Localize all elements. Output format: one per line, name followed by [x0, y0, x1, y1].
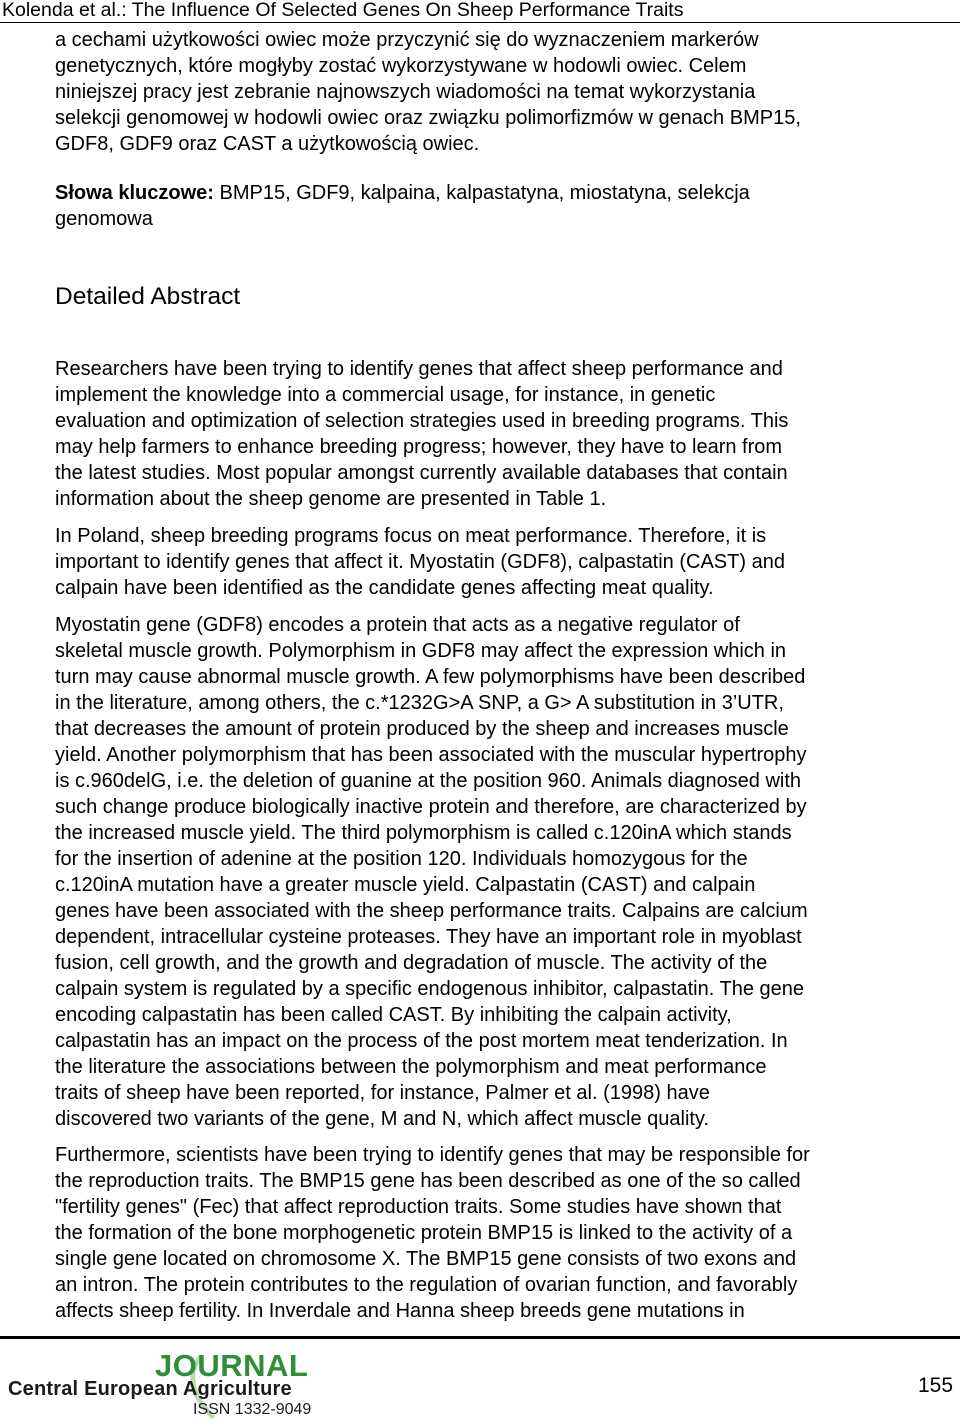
text-line: single gene located on chromosome X. The BMP15 gene consists of two exons and — [55, 1248, 797, 1270]
text-line: such change produce biologically inactive protein and therefore, are characterized by — [55, 796, 807, 818]
text-line: the reproduction traits. The BMP15 gene has been described as one of the so called — [55, 1170, 801, 1192]
text-line: the latest studies. Most popular amongst currently available databases that contain — [55, 462, 788, 484]
text-line: important to identify genes that affect it. Myostatin (GDF8), calpastatin (CAST) and — [55, 551, 785, 573]
section-heading: Detailed Abstract — [55, 283, 241, 310]
text-line: genetycznych, które mogłyby zostać wykorzystywane w hodowli owiec. Celem — [55, 55, 747, 77]
text-line: dependent, intracellular cysteine proteases. They have an important role in myoblast — [55, 926, 802, 948]
text-line: calpain system is regulated by a specific endogenous inhibitor, calpastatin. The gene — [55, 978, 804, 1000]
keywords-label: Słowa kluczowe: — [55, 182, 214, 204]
text-line: affects sheep fertility. In Inverdale and Hanna sheep breeds gene mutations in — [55, 1300, 745, 1322]
header-rule — [0, 22, 960, 23]
journal-issn: ISSN 1332-9049 — [193, 1401, 312, 1418]
text-line: genes have been associated with the sheep performance traits. Calpains are calcium — [55, 900, 808, 922]
text-line: Furthermore, scientists have been trying to identify genes that may be responsible for — [55, 1144, 810, 1166]
paragraph-1 — [55, 356, 915, 512]
text-line: calpastatin has an impact on the process of the post mortem meat tenderization. In — [55, 1030, 788, 1052]
text-line: a cechami użytkowości owiec może przyczynić się do wyznaczeniem markerów — [55, 29, 759, 51]
text-line: the literature the associations between the polymorphism and meat performance — [55, 1056, 767, 1078]
paragraph-3 — [55, 612, 915, 1132]
text-line: the formation of the bone morphogenetic protein BMP15 is linked to the activity of a — [55, 1222, 793, 1244]
text-line: for the insertion of adenine at the position 120. Individuals homozygous for the — [55, 848, 748, 870]
text-line: is c.960delG, i.e. the deletion of guanine at the position 960. Animals diagnosed with — [55, 770, 802, 792]
journal-logo-subtitle: Central European Agriculture — [8, 1378, 292, 1400]
keywords-line — [55, 180, 915, 206]
text-line: discovered two variants of the gene, M and N, which affect muscle quality. — [55, 1108, 710, 1130]
page-number: 155 — [918, 1374, 954, 1397]
text-line: Researchers have been trying to identify genes that affect sheep performance and — [55, 358, 783, 380]
journal-logo-wordmark: JOURNAL — [155, 1348, 309, 1383]
text-line: c.120inA mutation have a greater muscle yield. Calpastatin (CAST) and calpain — [55, 874, 756, 896]
keywords-block — [55, 180, 915, 232]
text-line: the increased muscle yield. The third polymorphism is called c.120inA which stands — [55, 822, 792, 844]
footer-rule — [0, 1336, 960, 1339]
text-line: information about the sheep genome are presented in Table 1. — [55, 488, 607, 510]
text-line: encoding calpastatin has been called CAST. By inhibiting the calpain activity, — [55, 1004, 732, 1026]
text-line: yield. Another polymorphism that has been associated with the muscular hypertrophy — [55, 744, 807, 766]
text-line: fusion, cell growth, and the growth and degradation of muscle. The activity of the — [55, 952, 768, 974]
paragraph-2 — [55, 523, 915, 601]
text-line: turn may cause abnormal muscle growth. A few polymorphisms have been described — [55, 666, 806, 688]
text-line: in the literature, among others, the c.*1232G>A SNP, a G> A substitution in 3’UTR, — [55, 692, 784, 714]
keywords-line-continued: genomowa — [55, 208, 153, 230]
polish-abstract-tail — [55, 27, 915, 157]
paragraph-4 — [55, 1142, 915, 1324]
text-line: implement the knowledge into a commercial usage, for instance, in genetic — [55, 384, 716, 406]
text-line: calpain have been identified as the candidate genes affecting meat quality. — [55, 577, 714, 599]
text-line: selekcji genomowej w hodowli owiec oraz związku polimorfizmów w genach BMP15, — [55, 107, 801, 129]
text-line: In Poland, sheep breeding programs focus on meat performance. Therefore, it is — [55, 525, 767, 547]
text-line: an intron. The protein contributes to the regulation of ovarian function, and favorably — [55, 1274, 798, 1296]
text-line: GDF8, GDF9 oraz CAST a użytkowością owiec. — [55, 133, 480, 155]
text-line: skeletal muscle growth. Polymorphism in GDF8 may affect the expression which in — [55, 640, 787, 662]
text-line: Myostatin gene (GDF8) encodes a protein that acts as a negative regulator of — [55, 614, 740, 636]
text-line: that decreases the amount of protein produced by the sheep and increases muscle — [55, 718, 789, 740]
text-line: "fertility genes" (Fec) that affect reproduction traits. Some studies have shown that — [55, 1196, 782, 1218]
running-header: Kolenda et al.: The Influence Of Selected Genes On Sheep Performance Traits — [2, 0, 684, 21]
text-line: traits of sheep have been reported, for instance, Palmer et al. (1998) have — [55, 1082, 710, 1104]
text-line: niniejszej pracy jest zebranie najnowszych wiadomości na temat wykorzystania — [55, 81, 756, 103]
text-line: evaluation and optimization of selection strategies used in breeding programs. This — [55, 410, 789, 432]
text-line: may help farmers to enhance breeding progress; however, they have to learn from — [55, 436, 783, 458]
keywords-list: BMP15, GDF9, kalpaina, kalpastatyna, miostatyna, selekcja — [219, 182, 750, 204]
